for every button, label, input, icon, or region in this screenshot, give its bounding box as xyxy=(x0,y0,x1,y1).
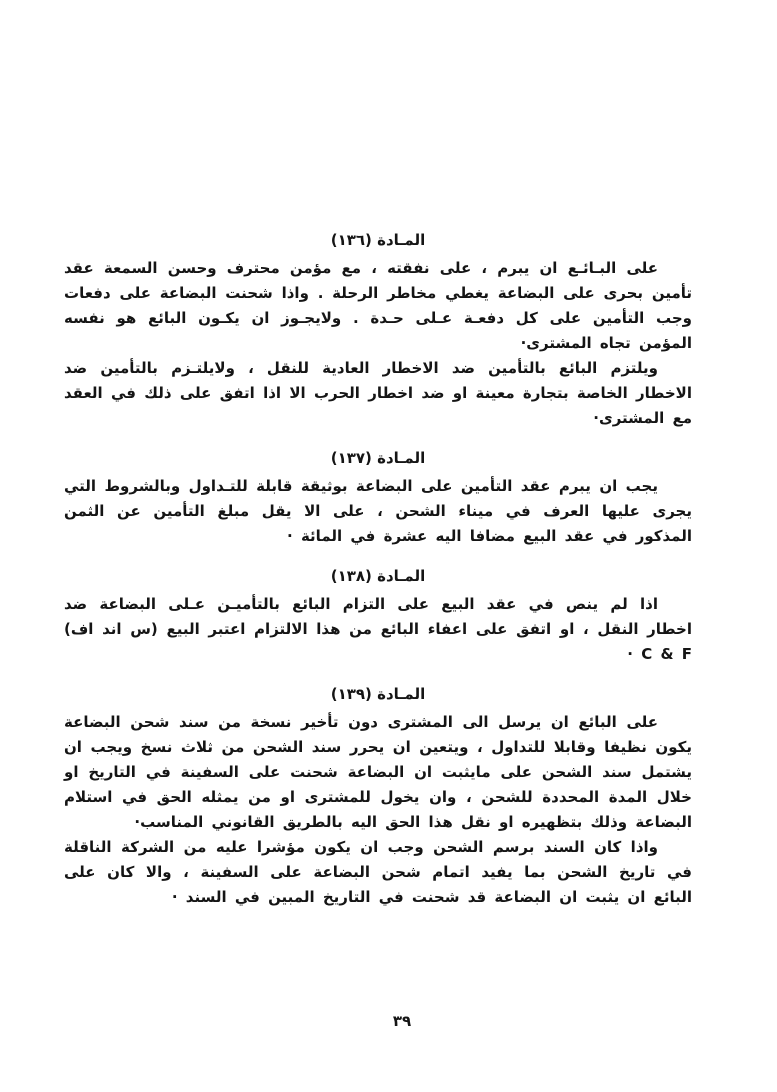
article-paragraph: واذا كان السند برسم الشحن وجب ان يكون مؤشرا عليه من الشركة الناقلة في تاريخ الشحن بما يفيد اتمام شحن البضاعة على السفينة ، والا كان على البائع ان يثبت ان البضاعة قد شحنت في التاريخ المبين في السند · xyxy=(64,838,692,906)
article-title: المـادة (١٣٨) xyxy=(330,567,426,585)
article-139 xyxy=(64,682,692,910)
article-paragraph: على البـائـع ان يبرم ، على نفقته ، مع مؤمن محترف وحسن السمعة عقد تأمين بحرى على البضاعة يغطي مخاطر الرحلة . واذا شحنت البضاعة على دفعات وجب التأمين على كل دفعـة عـلى حـدة . ولايجـوز ان يكـون البائع هو نفسه المؤمن تجاه المشترى· xyxy=(64,259,692,352)
article-136 xyxy=(64,228,692,431)
article-title: المـادة (١٣٩) xyxy=(330,685,426,703)
page-number: ٣٩ xyxy=(392,1012,412,1030)
article-137 xyxy=(64,446,692,549)
article-paragraph: على البائع ان يرسل الى المشترى دون تأخير نسخة من سند شحن البضاعة يكون نظيفا وقابلا للتداول ، ويتعين ان يحرر سند الشحن من ثلاث نسخ ويجب ان يشتمل سند الشحن على مايثبت ان البضاعة شحنت على السفينة في التاريخ او خلال المدة المحددة للشحن ، وان يخول للمشترى او من يمثله الحق في استلام البضاعة وذلك بتظهيره او نقل هذا الحق اليه بالطريق القانوني المناسب· xyxy=(64,713,692,831)
article-138 xyxy=(64,564,692,667)
article-title: المـادة (١٣٧) xyxy=(330,449,426,467)
article-title: المـادة (١٣٦) xyxy=(330,231,426,249)
article-paragraph: ويلتزم البائع بالتأمين ضد الاخطار العادية للنقل ، ولايلتـزم بالتأمين ضد الاخطار الخاصة بتجارة معينة او ضد اخطار الحرب الا اذا اتفق على ذلك في العقد مع المشترى· xyxy=(64,359,692,427)
text-block xyxy=(64,228,692,925)
article-paragraph: اذا لم ينص في عقد البيع على التزام البائع بالتأميـن عـلى البضاعة ضد اخطار النقل ، او اتفق على اعفاء البائع من هذا الالتزام اعتبر البيع (س اند اف) C & F · xyxy=(64,595,692,663)
article-paragraph: يجب ان يبرم عقد التأمين على البضاعة بوثيقة قابلة للتـداول وبالشروط التي يجرى عليها العرف في ميناء الشحن ، على الا يقل مبلغ التأمين عن الثمن المذكور في عقد البيع مضافا اليه عشرة في المائة · xyxy=(64,477,692,545)
